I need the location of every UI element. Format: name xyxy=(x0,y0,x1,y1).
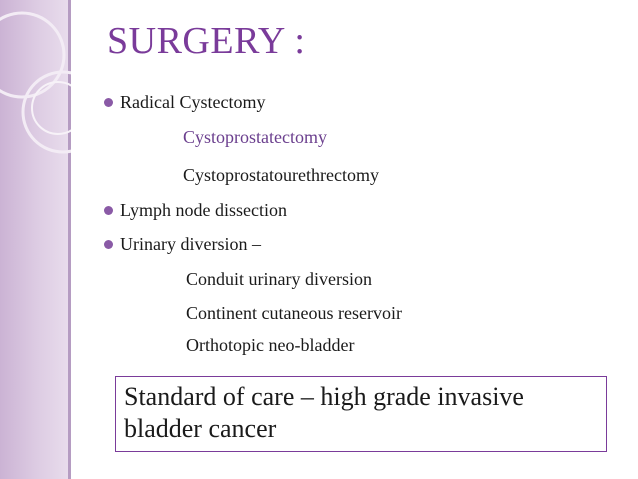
sub-item-conduit-urinary-diversion: Conduit urinary diversion xyxy=(186,269,372,289)
bullet-icon xyxy=(104,98,113,107)
sub-item-continent-cutaneous-reservoir: Continent cutaneous reservoir xyxy=(186,303,402,323)
list-item-urinary-diversion: Urinary diversion – xyxy=(120,234,261,254)
decor-circle-small xyxy=(32,82,71,134)
slide-title: SURGERY : xyxy=(107,20,306,62)
highlight-box xyxy=(115,376,607,452)
sub-item-cystoprostatourethrectomy: Cystoprostatourethrectomy xyxy=(183,165,379,185)
list-item-lymph-node-dissection: Lymph node dissection xyxy=(120,200,287,220)
highlight-box-text: Standard of care – high grade invasive bladder cancer xyxy=(124,382,524,443)
sub-item-orthotopic-neo-bladder: Orthotopic neo-bladder xyxy=(186,335,355,355)
bullet-icon xyxy=(104,206,113,215)
list-item-radical-cystectomy: Radical Cystectomy xyxy=(120,92,266,112)
decor-circle-large xyxy=(0,13,64,97)
decorative-circles xyxy=(0,0,71,479)
sub-item-cystoprostatectomy: Cystoprostatectomy xyxy=(183,127,327,147)
bullet-icon xyxy=(104,240,113,249)
